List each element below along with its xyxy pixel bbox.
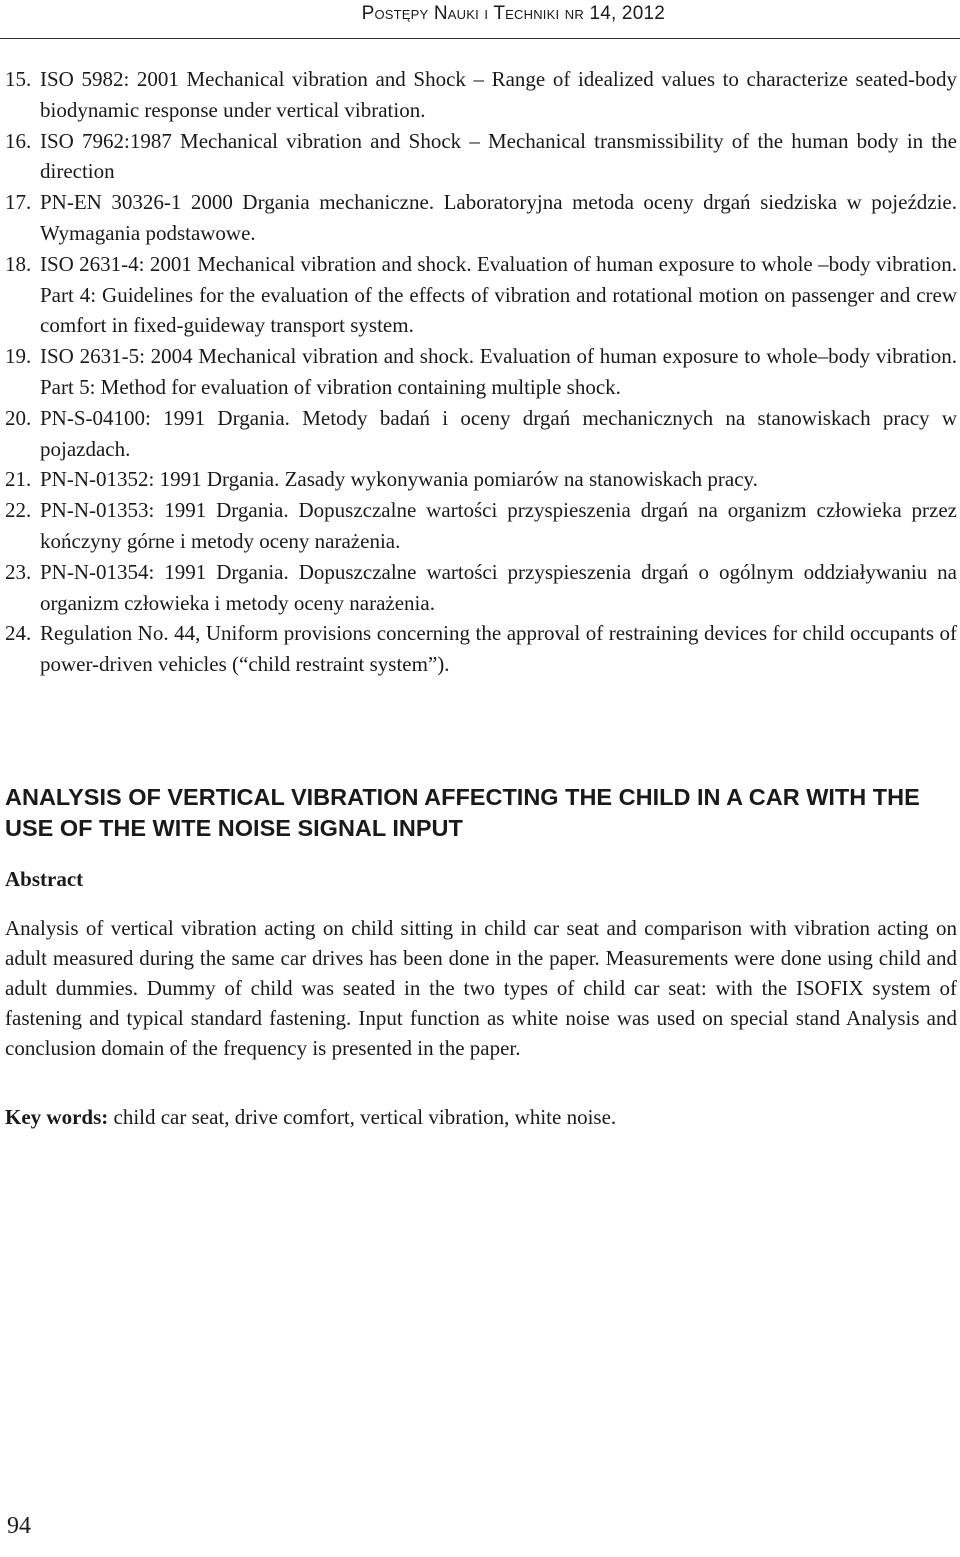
reference-text: PN-N-01354: 1991 Drgania. Dopuszczalne wartości przyspieszenia drgań o ogólnym oddziaływaniu na organizm człowieka i metody oceny narażenia. [40,559,957,615]
keywords [5,1102,957,1132]
reference-item [5,187,957,249]
reference-item [5,618,957,680]
reference-number: 21. [5,467,32,492]
reference-text: PN-S-04100: 1991 Drgania. Metody badań i oceny drgań mechanicznych na stanowiskach pracy w pojazdach. [40,405,957,461]
reference-item [5,249,957,341]
reference-text: PN-EN 30326-1 2000 Drgania mechaniczne. Laboratoryjna metoda oceny drgań siedziska w pojeździe. Wymagania podstawowe. [40,190,957,245]
reference-text: PN-N-01353: 1991 Drgania. Dopuszczalne wartości przyspieszenia drgań na organizm człowieka przez kończyny górne i metody oceny narażenia. [40,498,957,553]
keywords-label: Key words: [5,1105,109,1129]
reference-text: ISO 2631-5: 2004 Mechanical vibration and shock. Evaluation of human exposure to whole–body vibration. Part 5: Method for evaluation of vibration containing multiple shock. [40,344,957,399]
reference-number: 16. [5,128,32,153]
reference-number: 17. [5,190,32,215]
reference-number: 19. [5,344,32,369]
reference-item [5,403,957,465]
reference-text: ISO 7962:1987 Mechanical vibration and Shock – Mechanical transmissibility of the human body in the direction [40,128,957,184]
keywords-text: child car seat, drive comfort, vertical vibration, white noise. [113,1105,617,1129]
journal-title: Postępy Nauki i Techniki nr 14, 2012 [361,3,665,24]
reference-number: 22. [5,498,32,523]
abstract-body: Analysis of vertical vibration acting on child sitting in child car seat and comparison with vibration acting on adult measured during the same car drives has been done in the paper. Measurements were done using child and adult dummies. Dummy of child was seated in the two types of child car seat: with the ISOFIX system of fastening and typical standard fastening. Input function as white noise was used on special stand Analysis and conclusion domain of the frequency is presented in the paper. [5,916,957,1060]
running-header [0,0,960,39]
reference-list [5,64,957,680]
reference-text: Regulation No. 44, Uniform provisions concerning the approval of restraining devices for child occupants of power-driven vehicles (“child restraint system”). [40,621,957,677]
reference-item [5,495,957,557]
reference-number: 23. [5,559,32,584]
reference-number: 20. [5,405,32,430]
reference-item [5,64,957,126]
reference-text: PN-N-01352: 1991 Drgania. Zasady wykonywania pomiarów na stanowiskach pracy. [40,467,758,492]
article-title: ANALYSIS OF VERTICAL VIBRATION AFFECTING THE CHILD IN A CAR WITH THE USE OF THE WITE NOISE SIGNAL INPUT [5,784,920,841]
reference-item [5,341,957,403]
reference-number: 15. [5,67,32,91]
abstract-heading: Abstract [5,867,84,891]
reference-number: 18. [5,251,32,276]
reference-item [5,126,957,188]
reference-number: 24. [5,621,32,646]
page-number: 94 [7,1513,31,1539]
reference-text: ISO 2631-4: 2001 Mechanical vibration and shock. Evaluation of human exposure to whole –body vibration. Part 4: Guidelines for the evaluation of the effects of vibration and rotational motion on passenger and crew comfort in fixed-guideway transport system. [40,251,957,338]
reference-item [5,557,957,619]
reference-item [5,464,957,495]
reference-text: ISO 5982: 2001 Mechanical vibration and Shock – Range of idealized values to characterize seated-body biodynamic response under vertical vibration. [40,67,957,122]
